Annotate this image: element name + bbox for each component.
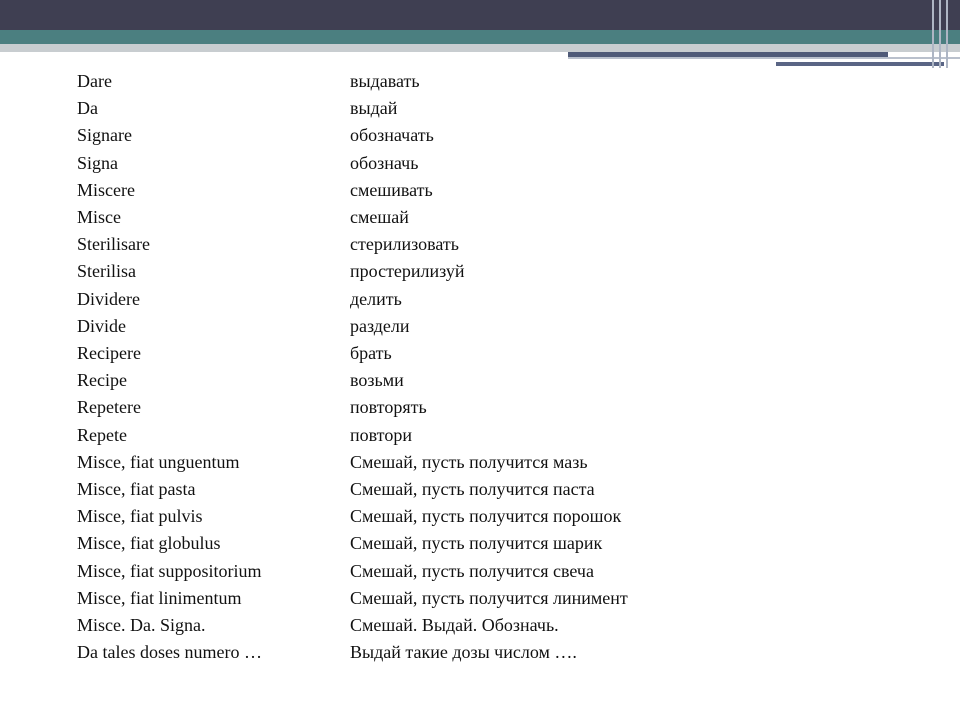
header-teal-stripe xyxy=(0,30,960,44)
russian-translation: делить xyxy=(350,288,402,309)
table-row xyxy=(77,503,837,530)
russian-translation: Смешай. Выдай. Обозначь. xyxy=(350,615,559,636)
russian-translation: Смешай, пусть получится мазь xyxy=(350,451,588,472)
russian-translation: раздели xyxy=(350,315,410,336)
table-row xyxy=(77,68,837,95)
russian-translation: Смешай, пусть получится свеча xyxy=(350,560,594,581)
russian-translation: Выдай такие дозы числом …. xyxy=(350,642,577,663)
table-row xyxy=(77,612,837,639)
russian-translation: обозначь xyxy=(350,152,419,173)
header-bar xyxy=(0,0,960,30)
table-row xyxy=(77,150,837,177)
table-row xyxy=(77,558,837,585)
latin-term: Misce, fiat pulvis xyxy=(77,506,203,527)
table-row xyxy=(77,95,837,122)
russian-translation: простерилизуй xyxy=(350,261,465,282)
latin-term: Da xyxy=(77,98,98,119)
latin-term: Recipere xyxy=(77,343,141,364)
latin-term: Dare xyxy=(77,71,112,91)
table-row xyxy=(77,422,837,449)
latin-term: Misce xyxy=(77,207,121,228)
latin-term: Dividere xyxy=(77,288,140,309)
russian-translation: Смешай, пусть получится шарик xyxy=(350,533,603,554)
latin-term: Repete xyxy=(77,424,127,445)
table-row xyxy=(77,286,837,313)
russian-translation: смешивать xyxy=(350,179,433,200)
table-row xyxy=(77,639,837,666)
latin-term: Sterilisare xyxy=(77,234,150,255)
latin-russian-table xyxy=(77,68,837,666)
table-row xyxy=(77,449,837,476)
table-row xyxy=(77,340,837,367)
header-accent-short-line xyxy=(776,62,944,66)
latin-term: Misce, fiat globulus xyxy=(77,533,221,554)
russian-translation: выдавать xyxy=(350,71,420,91)
table-row xyxy=(77,530,837,557)
header-accent-line xyxy=(568,52,888,57)
latin-term: Sterilisa xyxy=(77,261,136,282)
russian-translation: Смешай, пусть получится паста xyxy=(350,479,595,500)
latin-term: Signa xyxy=(77,152,119,173)
russian-translation: Смешай, пусть получится порошок xyxy=(350,506,622,527)
latin-term: Recipe xyxy=(77,370,127,391)
header-vertical-line xyxy=(939,0,941,68)
table-row xyxy=(77,122,837,149)
latin-term: Misce. Da. Signa. xyxy=(77,615,206,636)
russian-translation: Смешай, пусть получится линимент xyxy=(350,587,628,608)
russian-translation: стерилизовать xyxy=(350,234,459,255)
latin-term: Misce, fiat linimentum xyxy=(77,587,242,608)
latin-term: Misce, fiat pasta xyxy=(77,479,196,500)
latin-term: Da tales doses numero … xyxy=(77,642,262,663)
russian-translation: смешай xyxy=(350,207,409,228)
russian-translation: возьми xyxy=(350,370,404,391)
table-row xyxy=(77,394,837,421)
header-grey-stripe xyxy=(0,44,960,52)
russian-translation: выдай xyxy=(350,98,398,119)
russian-translation: повторять xyxy=(350,397,427,418)
header-accent-thin-line xyxy=(568,57,960,59)
table-row xyxy=(77,231,837,258)
latin-term: Misce, fiat suppositorium xyxy=(77,560,262,581)
latin-term: Miscere xyxy=(77,179,135,200)
table-row xyxy=(77,367,837,394)
header-vertical-line xyxy=(946,0,948,68)
table-row xyxy=(77,313,837,340)
latin-term: Repetere xyxy=(77,397,141,418)
table-row xyxy=(77,585,837,612)
latin-term: Misce, fiat unguentum xyxy=(77,451,240,472)
latin-term: Signare xyxy=(77,125,132,146)
table-row xyxy=(77,258,837,285)
table-row xyxy=(77,177,837,204)
table-row xyxy=(77,476,837,503)
header-vertical-line xyxy=(932,0,934,68)
latin-term: Divide xyxy=(77,315,126,336)
russian-translation: обозначать xyxy=(350,125,434,146)
table-row xyxy=(77,204,837,231)
russian-translation: брать xyxy=(350,343,392,364)
russian-translation: повтори xyxy=(350,424,412,445)
